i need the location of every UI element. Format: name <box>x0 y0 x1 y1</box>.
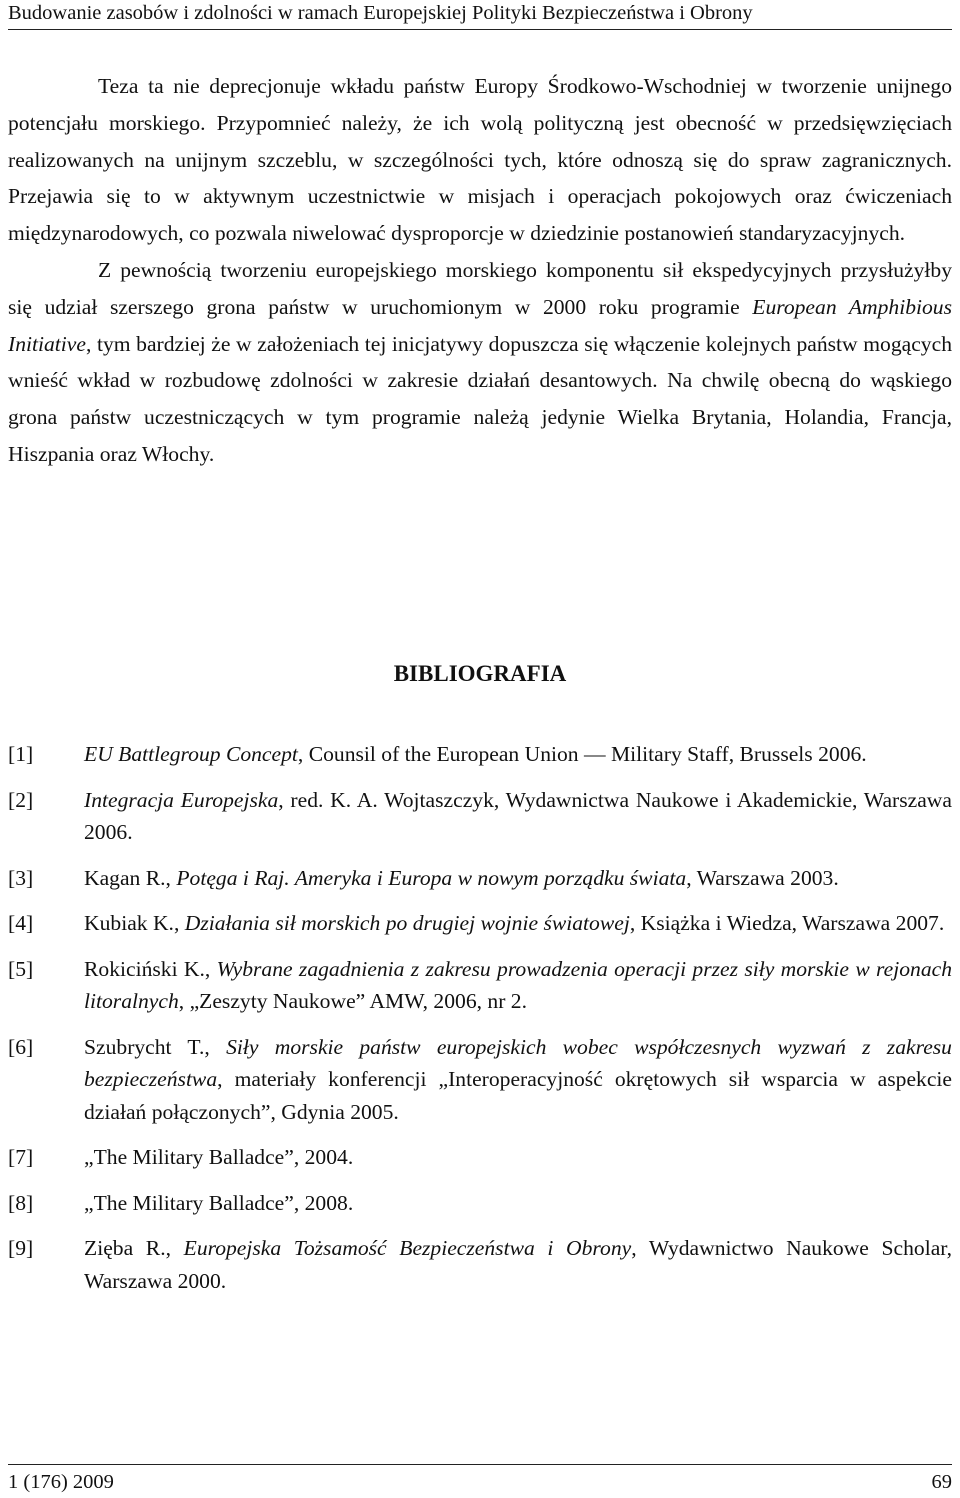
entry-number: [6] <box>8 1034 34 1059</box>
running-header: Budowanie zasobów i zdolności w ramach Europejskiej Polityki Bezpieczeństwa i Obrony <box>8 0 952 30</box>
paragraph-2-start: Z pewnością tworzeniu europejskiego morskiego komponentu sił ekspedycyjnych przysłużyłby się udział szerszego grona państw w uruchomionym w 2000 roku programie <box>8 257 952 319</box>
bibliography-entry <box>8 1031 952 1129</box>
issue-number: 1 (176) 2009 <box>8 1471 114 1493</box>
bibliography-entry <box>8 907 952 940</box>
entry-text <box>84 784 952 849</box>
paragraph-1: Teza ta nie deprecjonuje wkładu państw Europy Środkowo-Wschodniej w tworzenie unijnego potencjału morskiego. Przypomnieć należy, że ich wolą polityczną jest obecność w przedsięwzięciach realizowanych na unijnym szczeblu, w szczególności tych, które odnoszą się do spraw zagranicznych. Przejawia się to w aktywnym uczestnictwie w misjach i operacjach pokojowych oraz ćwiczeniach międzynarodowych, co pozwala niwelować dysproporcje w dziedzinie postanowień standaryzacyjnych. <box>8 74 952 246</box>
entry-number: [9] <box>8 1236 34 1260</box>
entry-author: Kubiak K., <box>84 911 185 935</box>
bibliography-entry <box>8 862 952 895</box>
entry-title: Europejska Tożsamość Bezpieczeństwa i Obrony <box>183 1236 632 1260</box>
entry-text <box>84 1141 952 1174</box>
paragraph-2 <box>8 252 952 473</box>
entry-author: „The Military Balladce”, 2004. <box>84 1145 354 1169</box>
paragraph-2-end: , tym bardziej że w założeniach tej inicjatywy dopuszcza się włączenie kolejnych państw mogących wnieść wkład w rozbudowę zdolności w zakresie działań desantowych. Na chwilę obecną do wąskiego grona państw uczestniczących w tym programie należą jedynie Wielka Brytania, Holandia, Francja, Hiszpania oraz Włochy. <box>8 331 952 466</box>
entry-title: Wybrane zagadnienia z zakresu prowadzenia operacji przez siły morskie w rejonach litoralnych <box>84 956 953 1013</box>
entry-number: [3] <box>8 865 34 890</box>
entry-title: EU Battlegroup Concept <box>84 742 298 766</box>
entry-number: [7] <box>8 1145 34 1169</box>
entry-details: , red. K. A. Wojtaszczyk, Wydawnictwa Naukowe i Akademickie, Warszawa 2006. <box>84 787 952 844</box>
body-text <box>8 68 952 473</box>
entry-number: [2] <box>8 787 34 812</box>
entry-title: Potęga i Raj. Ameryka i Europa w nowym porządku świata <box>176 865 687 890</box>
page-number: 69 <box>931 1471 952 1493</box>
bibliography-entry <box>8 738 952 771</box>
bibliography-heading: BIBLIOGRAFIA <box>393 661 567 686</box>
entry-text <box>84 1031 952 1129</box>
entry-author: Zięba R., <box>84 1236 184 1260</box>
bibliography-entry <box>8 1232 952 1297</box>
entry-number: [4] <box>8 911 34 935</box>
entry-details: , Książka i Wiedza, Warszawa 2007. <box>629 911 945 935</box>
entry-text <box>84 907 952 940</box>
entry-number: [1] <box>8 742 34 766</box>
entry-text <box>84 1187 952 1220</box>
bibliography-entry <box>8 1141 952 1174</box>
entry-author: Kagan R., <box>84 865 177 890</box>
entry-number: [8] <box>8 1190 34 1215</box>
entry-author: Rokiciński K., <box>84 956 217 981</box>
paragraph-2-italic: European Amphibious Initiative <box>8 294 952 356</box>
entry-details: , „Zeszyty Naukowe” AMW, 2006, nr 2. <box>178 989 527 1013</box>
entry-author: „The Military Balladce”, 2008. <box>84 1190 354 1215</box>
entry-text <box>84 738 952 771</box>
entry-details: , materiały konferencji „Interoperacyjność okrętowych sił wsparcia w aspekcie działań połączonych”, Gdynia 2005. <box>84 1067 952 1124</box>
entry-text <box>84 1232 952 1297</box>
entry-title: Działania sił morskich po drugiej wojnie światowej <box>184 911 630 935</box>
entry-number: [5] <box>8 956 34 981</box>
bibliography-entry <box>8 953 952 1018</box>
entry-title: Siły morskie państw europejskich wobec współczesnych wyzwań z zakresu bezpieczeństwa <box>84 1034 952 1091</box>
bibliography-list <box>8 738 952 1310</box>
entry-details: , Wydawnictwo Naukowe Scholar, Warszawa 2000. <box>84 1236 952 1293</box>
bibliography-entry <box>8 1187 952 1220</box>
entry-text <box>84 953 952 1018</box>
entry-title: Integracja Europejska <box>84 787 279 812</box>
entry-details: , Warszawa 2003. <box>686 865 839 890</box>
entry-details: , Counsil of the European Union — Military Staff, Brussels 2006. <box>297 742 867 766</box>
bibliography-entry <box>8 784 952 849</box>
entry-text <box>84 862 952 895</box>
entry-author: Szubrycht T., <box>84 1034 227 1059</box>
page-footer <box>8 1464 952 1497</box>
